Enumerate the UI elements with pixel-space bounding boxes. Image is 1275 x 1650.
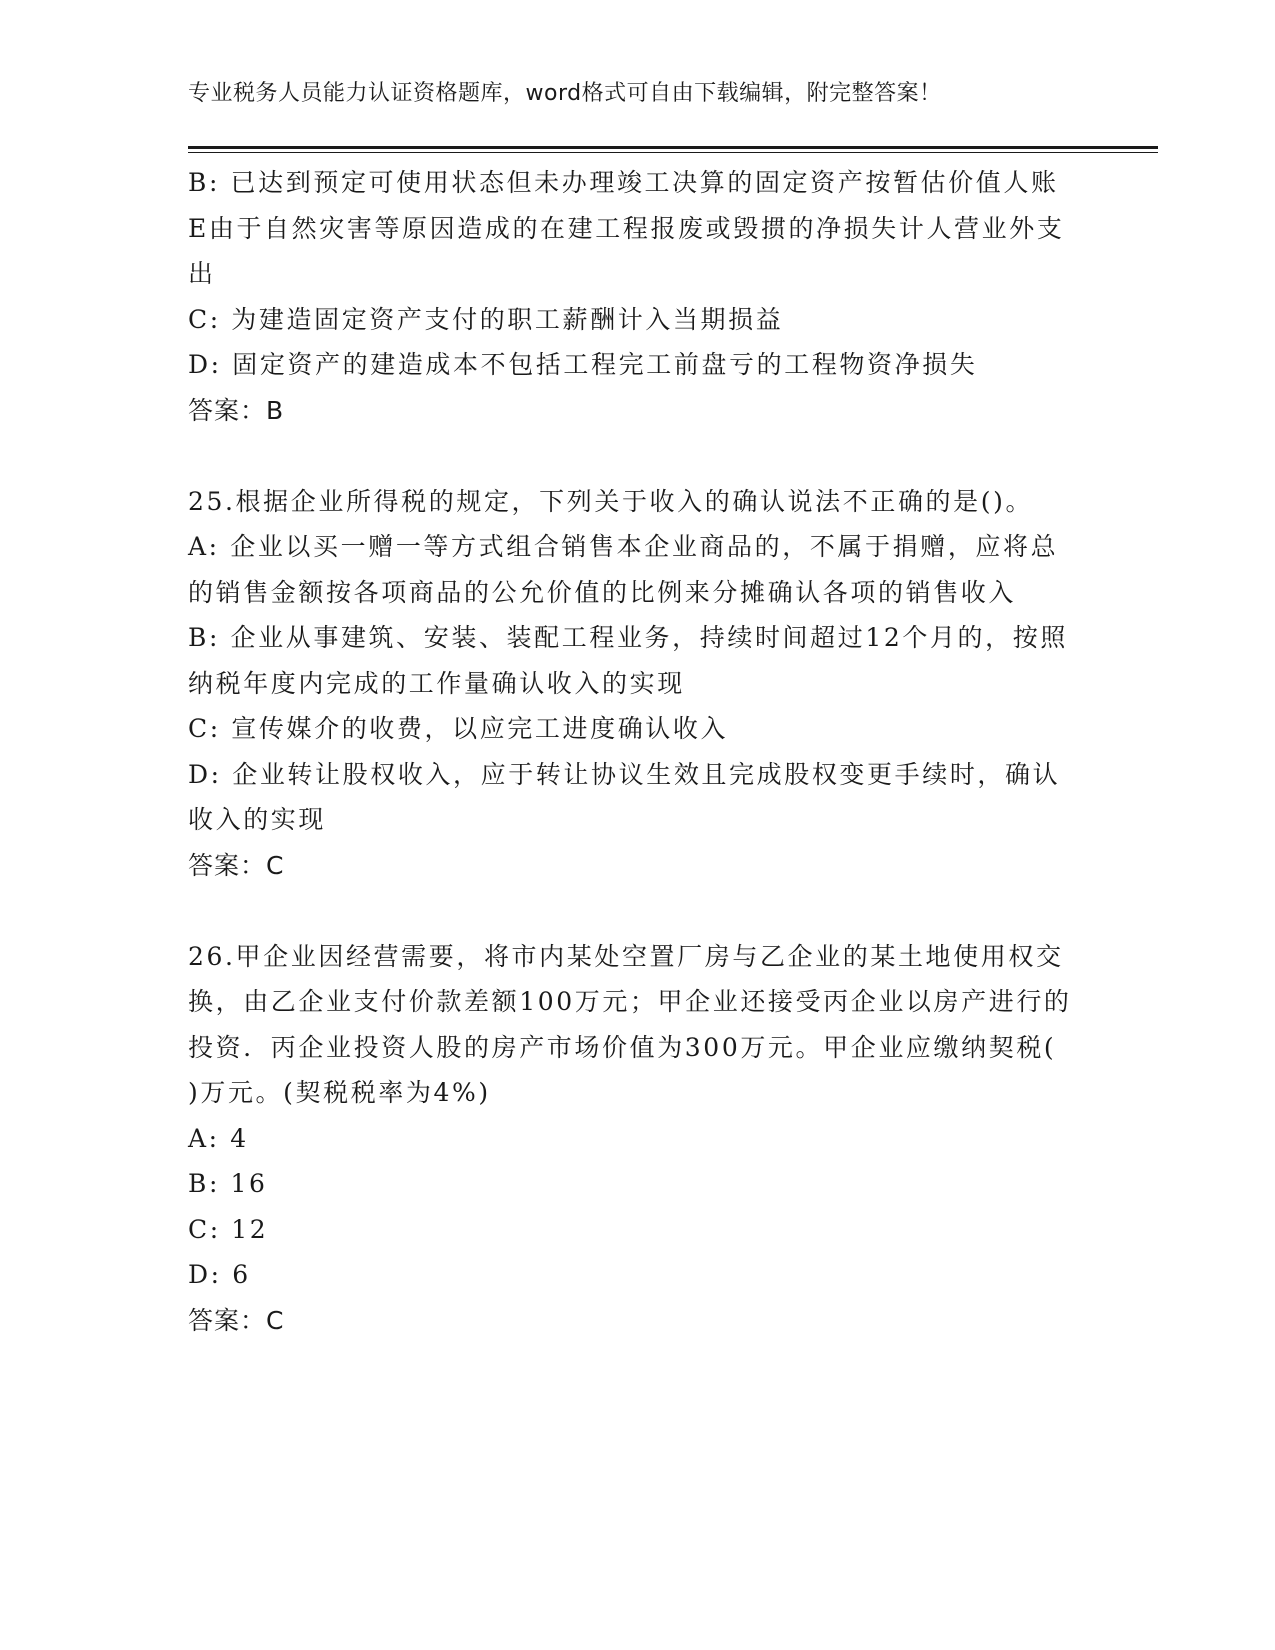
option-d: D: 6 — [188, 1260, 251, 1289]
header-rule-thick — [188, 146, 1158, 149]
answer: 答案：B — [188, 395, 285, 425]
option-c: C: 宣传媒介的收费，以应完工进度确认收入 — [188, 714, 729, 743]
option-c: C: 为建造固定资产支付的职工薪酬计入当期损益 — [188, 304, 784, 334]
option-a: A: 企业以买一赠一等方式组合销售本企业商品的，不属于捐赠，应将总的销售金额按各项商品的公允价值的比例来分摊确认各项的销售收入 — [188, 532, 1059, 607]
question-stem: 26.甲企业因经营需要，将市内某处空置厂房与乙企业的某土地使用权交换，由乙企业支付价款差额100万元；甲企业还接受丙企业以房产进行的投资．丙企业投资人股的房产市场价值为300万元。甲企业应缴纳契税( )万元。(契税税率为4%) — [188, 941, 1099, 1107]
spacer — [188, 888, 1078, 934]
option-b: B: 16 — [188, 1169, 268, 1198]
question-24-tail — [188, 160, 1078, 433]
header-rule-thin — [188, 152, 1158, 153]
question-26 — [188, 934, 1099, 1344]
option-a: A: 4 — [188, 1123, 249, 1153]
answer: 答案：C — [188, 850, 285, 880]
header-note: 专业税务人员能力认证资格题库，word格式可自由下载编辑，附完整答案！ — [188, 81, 942, 106]
question-25 — [188, 479, 1078, 889]
answer: 答案：C — [188, 1305, 285, 1335]
option-c: C: 12 — [188, 1214, 269, 1244]
option-b: B: 企业从事建筑、安装、装配工程业务，持续时间超过12个月的，按照纳税年度内完成的工作量确认收入的实现 — [188, 623, 1068, 698]
document-body — [188, 160, 1099, 1343]
question-stem: 25.根据企业所得税的规定，下列关于收入的确认说法不正确的是()。 — [188, 486, 1034, 516]
option-d: D: 固定资产的建造成本不包括工程完工前盘亏的工程物资净损失 — [188, 350, 978, 379]
option-d: D: 企业转让股权收入，应于转让协议生效且完成股权变更手续时，确认收入的实现 — [188, 759, 1061, 834]
spacer — [188, 433, 1078, 479]
option-b: B: 已达到预定可使用状态但未办理竣工决算的固定资产按暂估价值人账E由于自然灾害等原因造成的在建工程报废或毁掼的净损失计人营业外支出 — [188, 168, 1065, 288]
